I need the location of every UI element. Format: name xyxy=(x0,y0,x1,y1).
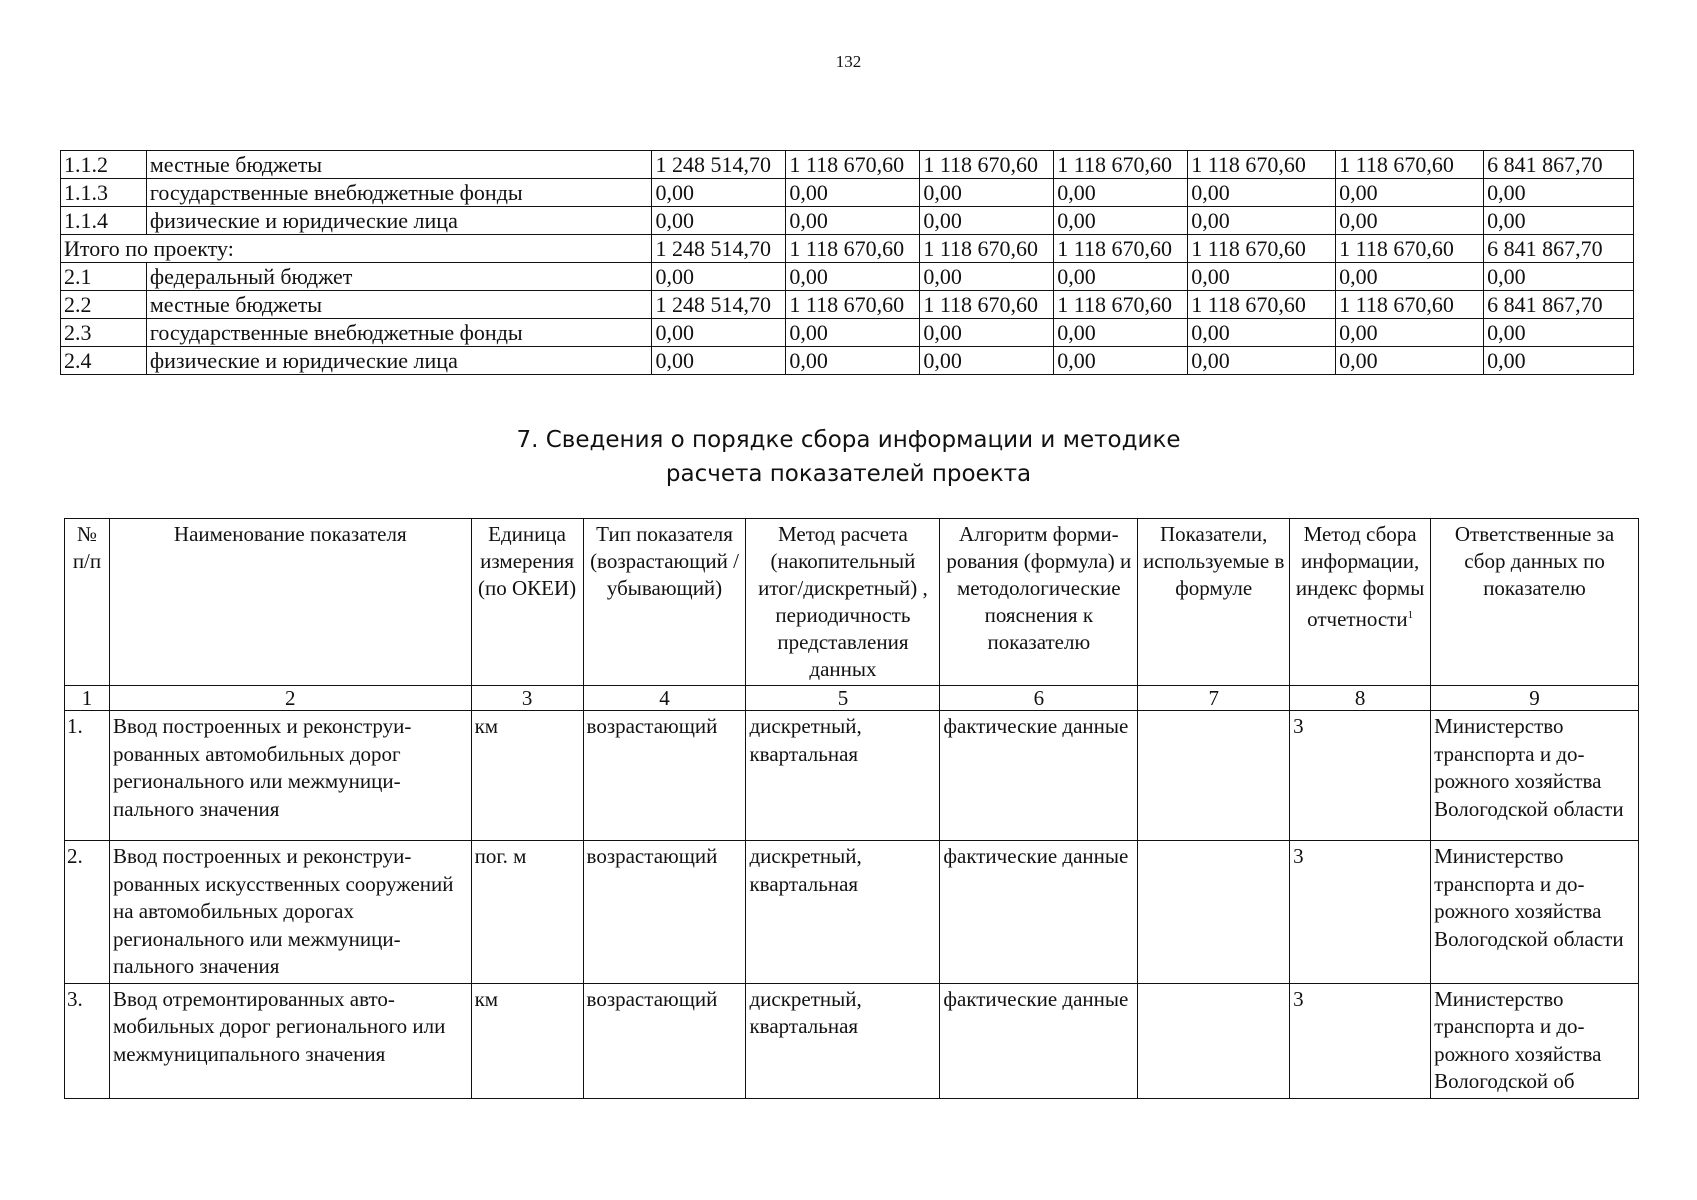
budget-value: 0,00 xyxy=(1484,319,1634,347)
budget-value: 0,00 xyxy=(652,319,786,347)
budget-value: 1 118 670,60 xyxy=(786,235,920,263)
cell-unit: км xyxy=(471,983,583,1098)
cell-algorithm: фактические данные xyxy=(940,983,1138,1098)
column-number: 6 xyxy=(940,686,1138,711)
cell-type: возрастающий xyxy=(583,841,746,984)
budget-code: 1.1.2 xyxy=(61,151,147,179)
cell-responsible: Министерство транспорта и дорожного хозяйства Вологодской области xyxy=(1431,711,1639,841)
cell-used-indicators xyxy=(1138,983,1290,1098)
budget-value: 0,00 xyxy=(1188,263,1336,291)
budget-value: 0,00 xyxy=(786,263,920,291)
table-row xyxy=(65,983,1639,1098)
budget-name: физические и юридические лица xyxy=(146,207,652,235)
budget-value: 0,00 xyxy=(1054,179,1188,207)
budget-code: 2.4 xyxy=(61,347,147,375)
budget-value: 1 118 670,60 xyxy=(1054,291,1188,319)
cell-type: возрастающий xyxy=(583,711,746,841)
budget-value: 0,00 xyxy=(1054,319,1188,347)
budget-value: 0,00 xyxy=(1336,319,1484,347)
cell-unit: км xyxy=(471,711,583,841)
budget-value: 0,00 xyxy=(920,263,1054,291)
column-number: 9 xyxy=(1431,686,1639,711)
budget-value: 0,00 xyxy=(1484,207,1634,235)
budget-value: 0,00 xyxy=(652,179,786,207)
cell-used-indicators xyxy=(1138,841,1290,984)
budget-value: 0,00 xyxy=(1484,179,1634,207)
indicators-header-row xyxy=(65,519,1639,686)
budget-row xyxy=(61,179,1634,207)
budget-value: 1 248 514,70 xyxy=(652,151,786,179)
budget-value: 0,00 xyxy=(1054,207,1188,235)
header-col-6: Алгоритм формирования (формула) и методологические пояснения к показателю xyxy=(940,519,1138,686)
budget-value: 0,00 xyxy=(1188,319,1336,347)
cell-method: дискретный, квартальная xyxy=(746,711,940,841)
budget-value: 1 118 670,60 xyxy=(1188,235,1336,263)
budget-value: 0,00 xyxy=(920,319,1054,347)
budget-value: 1 248 514,70 xyxy=(652,235,786,263)
column-number: 3 xyxy=(471,686,583,711)
header-col-2: Наименование показателя xyxy=(109,519,471,686)
budget-value: 0,00 xyxy=(1054,347,1188,375)
column-number: 7 xyxy=(1138,686,1290,711)
header-col-4: Тип показателя (возрастающий / убывающий) xyxy=(583,519,746,686)
budget-value: 0,00 xyxy=(920,179,1054,207)
budget-name: физические и юридические лица xyxy=(146,347,652,375)
cell-method: дискретный, квартальная xyxy=(746,983,940,1098)
header-col-8-text: Метод сбора информации, индекс формы отчетности xyxy=(1295,522,1425,631)
budget-name: федеральный бюджет xyxy=(146,263,652,291)
cell-collection-method: 3 xyxy=(1290,711,1431,841)
section-title xyxy=(0,423,1697,491)
budget-value: 0,00 xyxy=(1188,207,1336,235)
budget-row xyxy=(61,291,1634,319)
budget-value: 1 118 670,60 xyxy=(1336,151,1484,179)
header-col-9: Ответственные за сбор данных по показателю xyxy=(1431,519,1639,686)
budget-value: 1 118 670,60 xyxy=(1188,291,1336,319)
budget-value: 1 118 670,60 xyxy=(1054,151,1188,179)
column-numbers-row xyxy=(65,686,1639,711)
budget-value: 0,00 xyxy=(1188,347,1336,375)
budget-value: 0,00 xyxy=(1336,347,1484,375)
cell-num: 3. xyxy=(65,983,110,1098)
header-col-1: № п/п xyxy=(65,519,110,686)
budget-value: 1 118 670,60 xyxy=(786,151,920,179)
budget-value: 1 118 670,60 xyxy=(786,291,920,319)
budget-value: 0,00 xyxy=(920,207,1054,235)
footnote-mark: 1 xyxy=(1407,609,1414,621)
budget-code: 2.3 xyxy=(61,319,147,347)
cell-used-indicators xyxy=(1138,711,1290,841)
budget-total-label: Итого по проекту: xyxy=(61,235,652,263)
budget-value: 1 118 670,60 xyxy=(920,291,1054,319)
budget-value: 0,00 xyxy=(1484,263,1634,291)
budget-value: 1 118 670,60 xyxy=(1336,291,1484,319)
budget-value: 0,00 xyxy=(1054,263,1188,291)
budget-value: 0,00 xyxy=(1336,263,1484,291)
budget-value: 0,00 xyxy=(786,347,920,375)
cell-unit: пог. м xyxy=(471,841,583,984)
budget-value: 1 248 514,70 xyxy=(652,291,786,319)
budget-row xyxy=(61,347,1634,375)
cell-num: 1. xyxy=(65,711,110,841)
budget-value: 0,00 xyxy=(1188,179,1336,207)
budget-value: 1 118 670,60 xyxy=(920,235,1054,263)
budget-value: 0,00 xyxy=(652,207,786,235)
budget-value: 0,00 xyxy=(652,263,786,291)
budget-value: 1 118 670,60 xyxy=(1188,151,1336,179)
budget-value: 1 118 670,60 xyxy=(1336,235,1484,263)
header-col-5: Метод расчета (накопительный итог/дискретный) , периодичность представления данных xyxy=(746,519,940,686)
budget-value: 1 118 670,60 xyxy=(920,151,1054,179)
budget-code: 1.1.3 xyxy=(61,179,147,207)
budget-value: 0,00 xyxy=(786,179,920,207)
section-title-line-2: расчета показателей проекта xyxy=(665,461,1032,487)
cell-type: возрастающий xyxy=(583,983,746,1098)
header-col-3: Единица измерения (по ОКЕИ) xyxy=(471,519,583,686)
budget-row xyxy=(61,151,1634,179)
indicators-table xyxy=(64,518,1639,1099)
cell-collection-method: 3 xyxy=(1290,841,1431,984)
cell-name: Ввод построенных и реконструированных автомобильных дорог регионального или межмуниципального значения xyxy=(109,711,471,841)
budget-name: государственные внебюджетные фонды xyxy=(146,319,652,347)
budget-value: 6 841 867,70 xyxy=(1484,151,1634,179)
cell-algorithm: фактические данные xyxy=(940,711,1138,841)
cell-collection-method: 3 xyxy=(1290,983,1431,1098)
budget-value: 6 841 867,70 xyxy=(1484,235,1634,263)
column-number: 8 xyxy=(1290,686,1431,711)
column-number: 4 xyxy=(583,686,746,711)
budget-row xyxy=(61,207,1634,235)
header-col-7: Показатели, используемые в формуле xyxy=(1138,519,1290,686)
budget-value: 0,00 xyxy=(1336,207,1484,235)
budget-code: 2.1 xyxy=(61,263,147,291)
cell-name: Ввод построенных и реконструированных искусственных сооружений на автомобильных дорогах регионального или межмуниципального значения xyxy=(109,841,471,984)
budget-row xyxy=(61,319,1634,347)
budget-row xyxy=(61,263,1634,291)
budget-value: 0,00 xyxy=(786,319,920,347)
cell-responsible: Министерство транспорта и дорожного хозяйства Вологодской об xyxy=(1431,983,1639,1098)
cell-num: 2. xyxy=(65,841,110,984)
budget-value: 0,00 xyxy=(1336,179,1484,207)
table-row xyxy=(65,711,1639,841)
cell-name: Ввод отремонтированных автомобильных дорог регионального или межмуниципального значения xyxy=(109,983,471,1098)
budget-table xyxy=(60,150,1634,375)
budget-value: 0,00 xyxy=(920,347,1054,375)
column-number: 5 xyxy=(746,686,940,711)
cell-responsible: Министерство транспорта и дорожного хозяйства Вологодской области xyxy=(1431,841,1639,984)
section-title-line-1: 7. Сведения о порядке сбора информации и методике xyxy=(516,427,1181,453)
budget-value: 0,00 xyxy=(1484,347,1634,375)
budget-value: 0,00 xyxy=(786,207,920,235)
column-number: 1 xyxy=(65,686,110,711)
cell-method: дискретный, квартальная xyxy=(746,841,940,984)
page-number: 132 xyxy=(835,52,862,71)
budget-value: 0,00 xyxy=(652,347,786,375)
budget-row xyxy=(61,235,1634,263)
header-col-8 xyxy=(1290,519,1431,686)
budget-name: местные бюджеты xyxy=(146,151,652,179)
budget-code: 2.2 xyxy=(61,291,147,319)
budget-code: 1.1.4 xyxy=(61,207,147,235)
table-row xyxy=(65,841,1639,984)
column-number: 2 xyxy=(109,686,471,711)
cell-algorithm: фактические данные xyxy=(940,841,1138,984)
budget-name: местные бюджеты xyxy=(146,291,652,319)
budget-value: 6 841 867,70 xyxy=(1484,291,1634,319)
budget-name: государственные внебюджетные фонды xyxy=(146,179,652,207)
budget-value: 1 118 670,60 xyxy=(1054,235,1188,263)
